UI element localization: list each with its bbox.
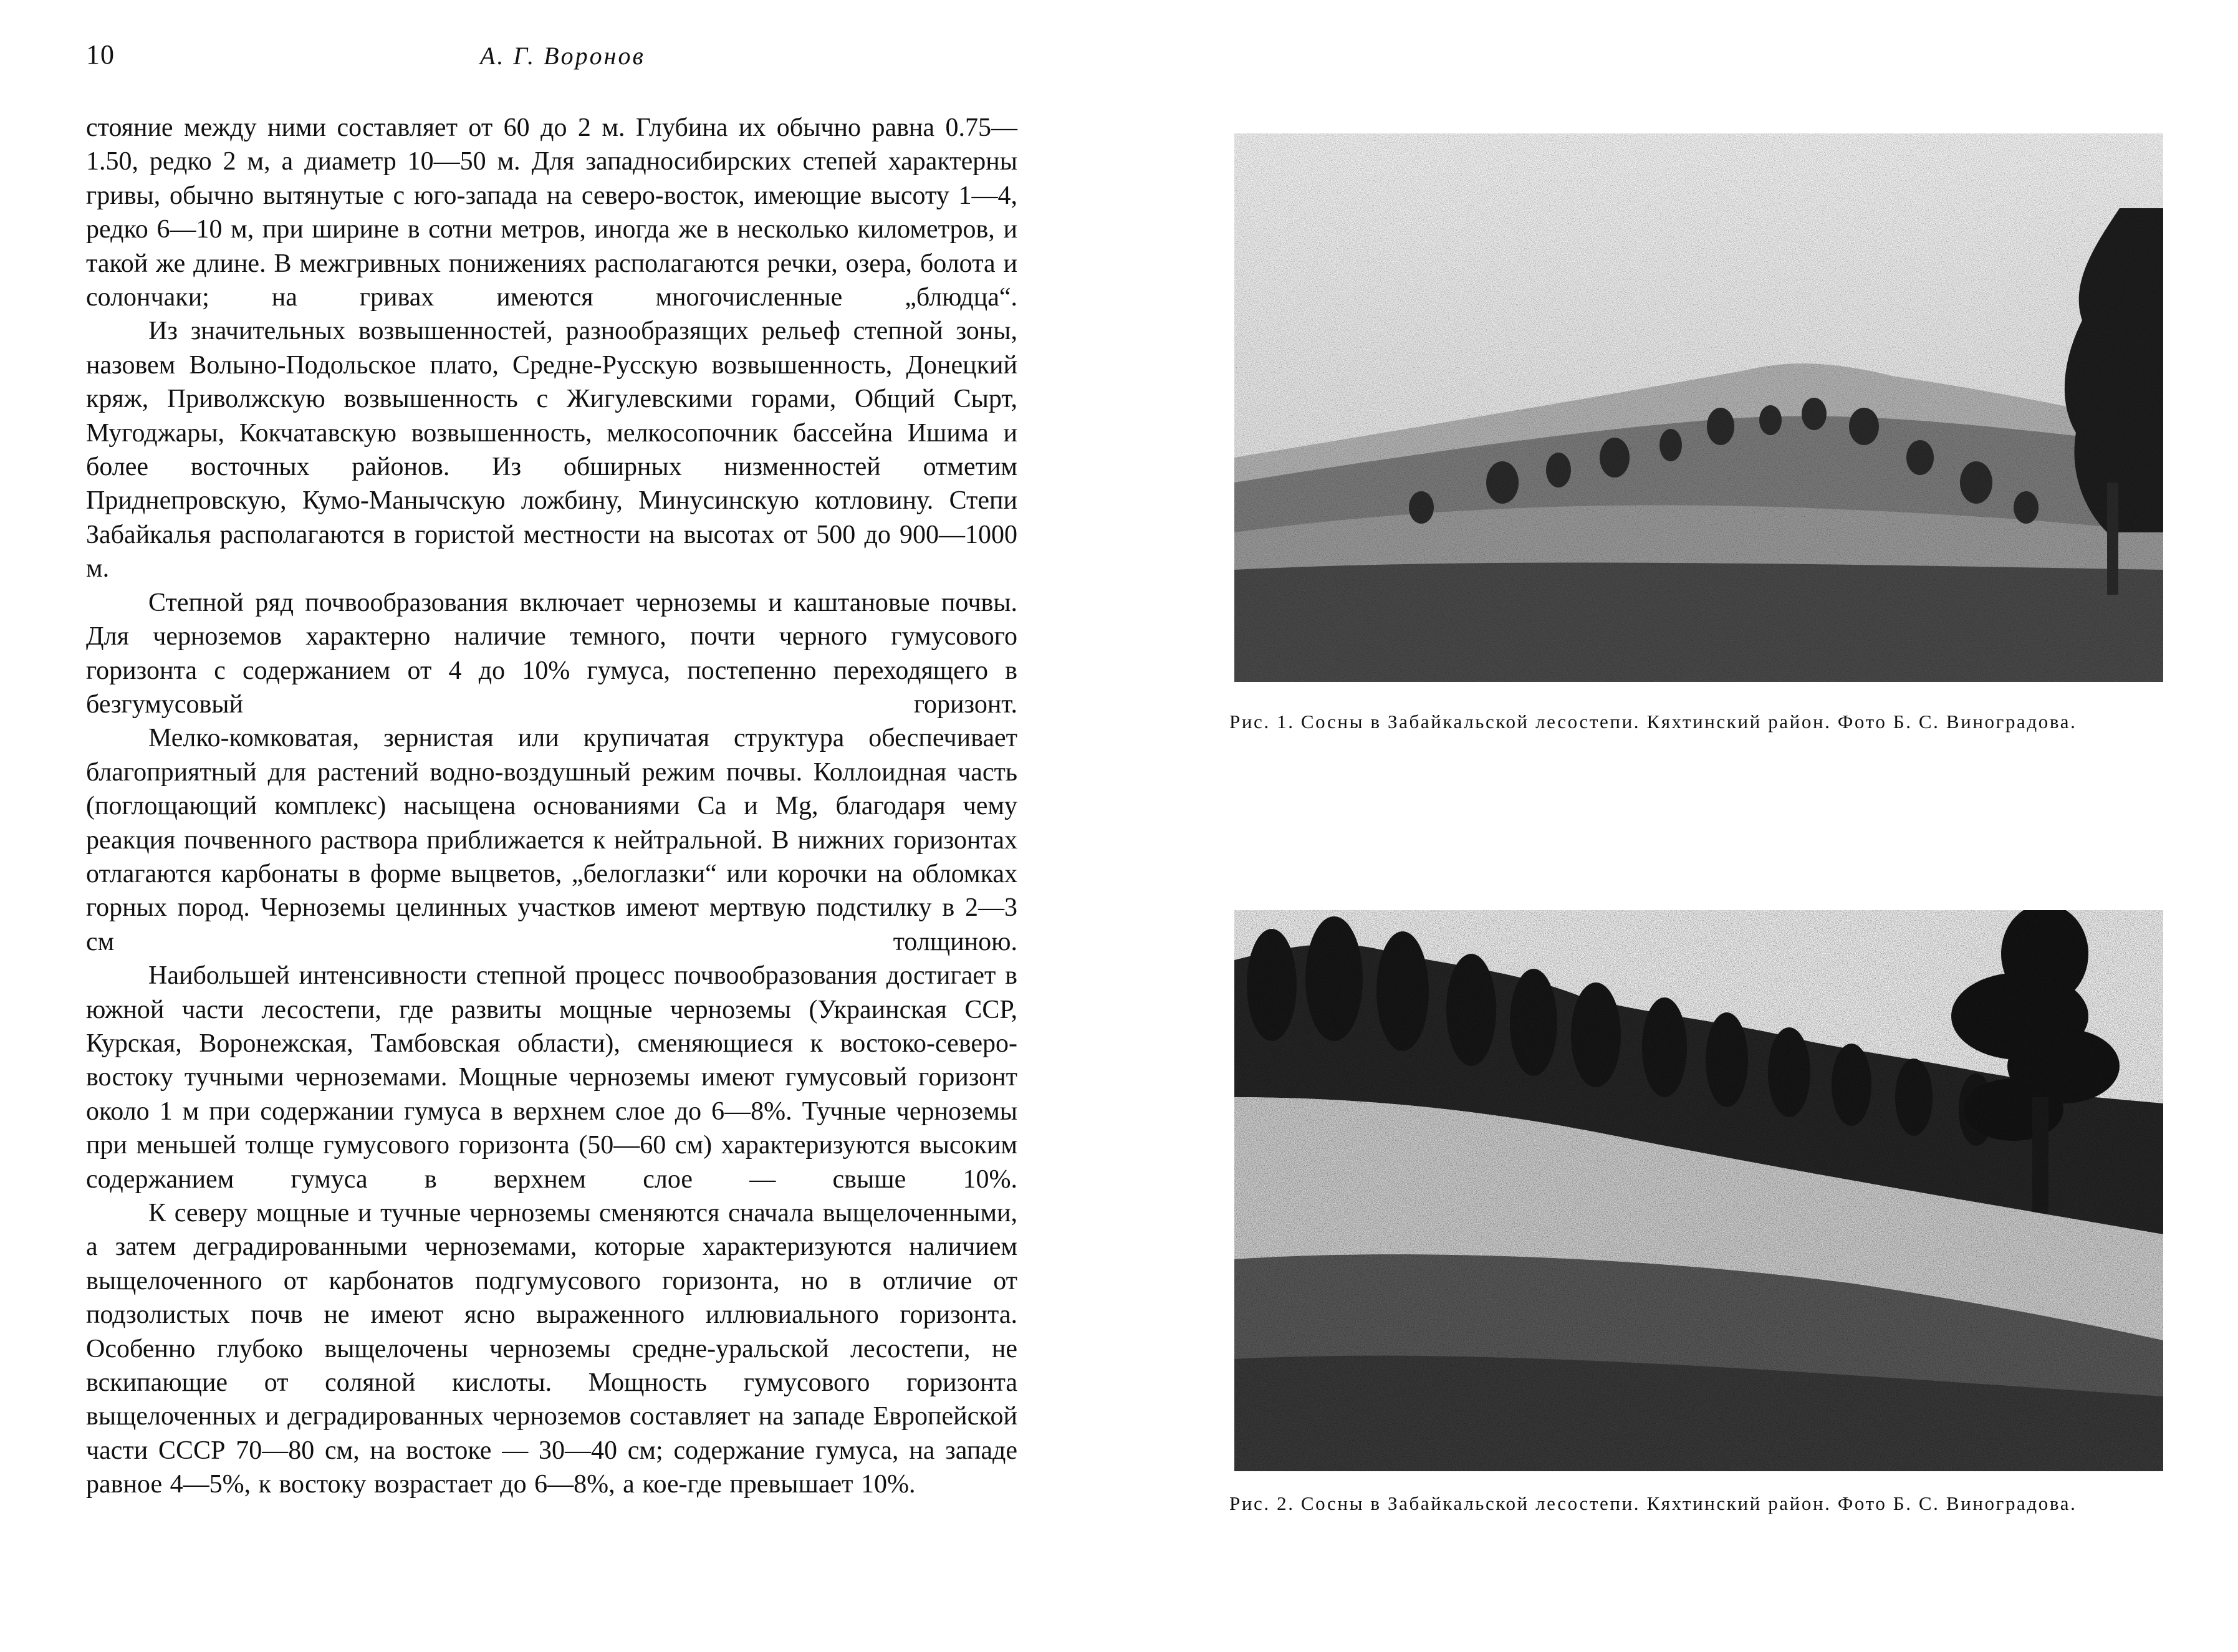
text-column <box>86 111 1017 1502</box>
paragraph: Из значительных возвышенностей, разнообразящих рельеф степной зоны, назовем Волыно-Подольское плато, Средне-Русскую возвышенность, Донецкий кряж, Приволжскую возвышенность с Жигулевскими горами, Общий Сырт, Мугоджары, Кокчатавскую возвышенность, мелкосопочник бассейна Ишима и более восточных районов. Из обширных низменностей отметим Приднепровскую, Кумо-Манычскую ложбину, Минусинскую котловину. Степи Забайкалья располагаются в гористой местности на высотах от 500 до 900—1000 м. <box>86 317 1017 583</box>
paragraph: Наибольшей интенсивности степной процесс почвообразования достигает в южной части лесостепи, где развиты мощные черноземы (Украинская ССР, Курская, Воронежская, Тамбовская области), сменяющиеся к востоко-северо-востоку тучными черноземами. Мощные черноземы имеют гумусовый горизонт около 1 м при содержании гумуса в верхнем слое до 6—8%. Тучные черноземы при меньшей толще гумусового горизонта (50—60 см) характеризуются высоким содержанием гумуса в верхнем слое — свыше 10%. <box>86 961 1017 1194</box>
figure-1-caption: Рис. 1. Сосны в Забайкальской лесостепи. Кяхтинский район. Фото Б. С. Виноградова. <box>1229 711 2077 732</box>
figure-1-photo <box>1234 133 2163 682</box>
figure-2-caption: Рис. 2. Сосны в Забайкальской лесостепи. Кяхтинский район. Фото Б. С. Виноградова. <box>1229 1492 2077 1514</box>
figure-2-photo <box>1234 910 2163 1471</box>
running-head: А. Г. Воронов <box>480 42 645 70</box>
page-number: 10 <box>86 39 115 70</box>
paragraph: стояние между ними составляет от 60 до 2 м. Глубина их обычно равна 0.75—1.50, редко 2 м, а диаметр 10—50 м. Для западносибирских степей характерны гривы, обычно вытянутые с юго-запада на северо-восток, имеющие высоту 1—4, редко 6—10 м, при ширине в сотни метров, иногда же в несколько километров, и такой же длине. В межгривных понижениях располагаются речки, озера, болота и солончаки; на гривах имеются многочисленные „блюдца“. <box>86 113 1017 312</box>
paragraph: Мелко-комковатая, зернистая или крупичатая структура обеспечивает благоприятный для растений водно-воздушный режим почвы. Коллоидная часть (поглощающий комплекс) насыщена основаниями Ca и Mg, благодаря чему реакция почвенного раствора приближается к нейтральной. В нижних горизонтах отлагаются карбонаты в форме выцветов, „белоглазки“ или корочки на обломках горных пород. Черноземы целинных участков имеют мертвую подстилку в 2—3 см толщиною. <box>86 724 1017 956</box>
photo-landscape-hills <box>1234 133 2163 682</box>
paragraph: Степной ряд почвообразования включает черноземы и каштановые почвы. Для черноземов характерно наличие темного, почти черного гумусового горизонта с содержанием от 4 до 10% гумуса, постепенно переходящего в безгумусовый горизонт. <box>86 588 1017 719</box>
photo-pine-forest <box>1234 910 2163 1471</box>
paragraph: К северу мощные и тучные черноземы сменяются сначала выщелоченными, а затем деградированными черноземами, которые характеризуются наличием выщелоченного от карбонатов подгумусового горизонта, но в отличие от подзолистых почв не имеют ясно выраженного иллювиального горизонта. Особенно глубоко выщелочены черноземы средне-уральской лесостепи, не вскипающие от соляной кислоты. Мощность гумусового горизонта выщелоченных и деградированных черноземов составляет на западе Европейской части СССР 70—80 см, на востоке — 30—40 см; содержание гумуса, на западе равное 4—5%, к востоку возрастает до 6—8%, а кое-где превышает 10%. <box>86 1199 1017 1499</box>
